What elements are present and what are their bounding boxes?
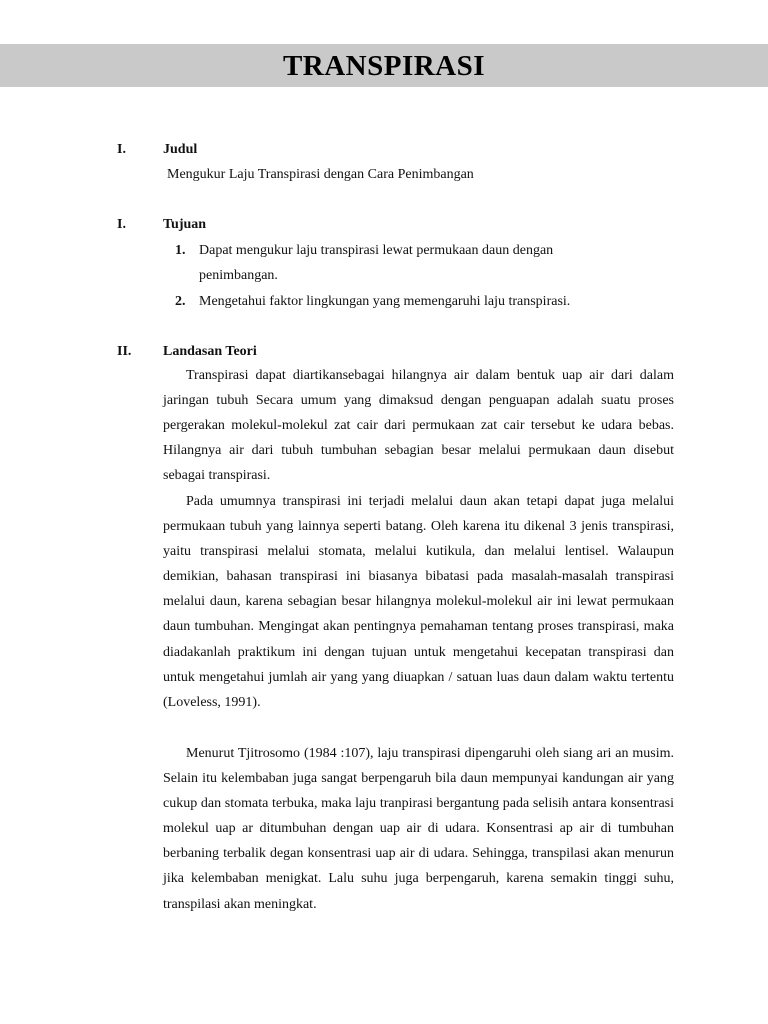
landasan-paragraph: Menurut Tjitrosomo (1984 :107), laju transpirasi dipengaruhi oleh siang ari an musim. Selain itu kelembaban juga sangat berpengaruh bila daun mempunyai kandungan air yang cukup dan stomata terbuka, maka laju tranpirasi bergantung pada selisih antara konsentrasi molekul uap ar ditumbuhan dengan uap air di udara. Konsentrasi ap air di tumbuhan berbaning terbalik degan konsentrasi uap air di udara. Sehingga, transpilasi akan menurun jika kelembaban menigkat. Lalu suhu juga berpengaruh, karena semakin tinggi suhu, transpilasi akan meningkat. xyxy=(163,746,674,912)
section-number-landasan: II. xyxy=(117,344,132,359)
tujuan-item-number: 2. xyxy=(175,294,186,309)
landasan-paragraph: Transpirasi dapat diartikansebagai hilangnya air dalam bentuk uap air dari dalam jaringan tubuh Secara umum yang dimaksud dengan penguapan adalah suatu proses pergerakan molekul-molekul zat cair dari permukaan zat cair tersebut ke udara bebas. Hilangnya air dari tubuh tumbuhan sebagian besar melalui permukaan daun disebut sebagai transpirasi. xyxy=(163,368,674,484)
tujuan-item-text-continued: penimbangan. xyxy=(199,268,278,283)
tujuan-item-text: Mengetahui faktor lingkungan yang memengaruhi laju transpirasi. xyxy=(199,294,571,309)
section-heading-judul: Judul xyxy=(163,142,198,157)
section-heading-tujuan: Tujuan xyxy=(163,217,207,232)
section-heading-landasan: Landasan Teori xyxy=(163,344,257,359)
section-number-judul: I. xyxy=(117,142,126,157)
title-banner xyxy=(0,44,768,87)
section-number-tujuan: I. xyxy=(117,217,126,232)
landasan-paragraph: Pada umumnya transpirasi ini terjadi melalui daun akan tetapi dapat juga melalui permukaan tubuh yang lainnya seperti batang. Oleh karena itu dikenal 3 jenis transpirasi, yaitu transpirasi melalui stomata, melalui kutikula, dan melalui lentisel. Walaupun demikian, bahasan transpirasi ini biasanya bibatasi pada masalah-masalah transpirasi melalui daun, karena sebagian besar hilangnya molekul-molekul air ini lewat permukaan daun tumbuhan. Mengingat akan pentingnya pemahaman tentang proses transpirasi, maka diadakanlah praktikum ini dengan tujuan untuk mengetahui kecepatan transpirasi dan untuk mengetahui jumlah air yang yang diuapkan / satuan luas daun dalam waktu tertentu (Loveless, 1991). xyxy=(163,494,674,710)
document-title: TRANSPIRASI xyxy=(282,50,486,82)
judul-text: Mengukur Laju Transpirasi dengan Cara Penimbangan xyxy=(167,167,474,182)
tujuan-item-number: 1. xyxy=(175,243,186,258)
tujuan-item-text: Dapat mengukur laju transpirasi lewat permukaan daun dengan xyxy=(199,243,554,258)
